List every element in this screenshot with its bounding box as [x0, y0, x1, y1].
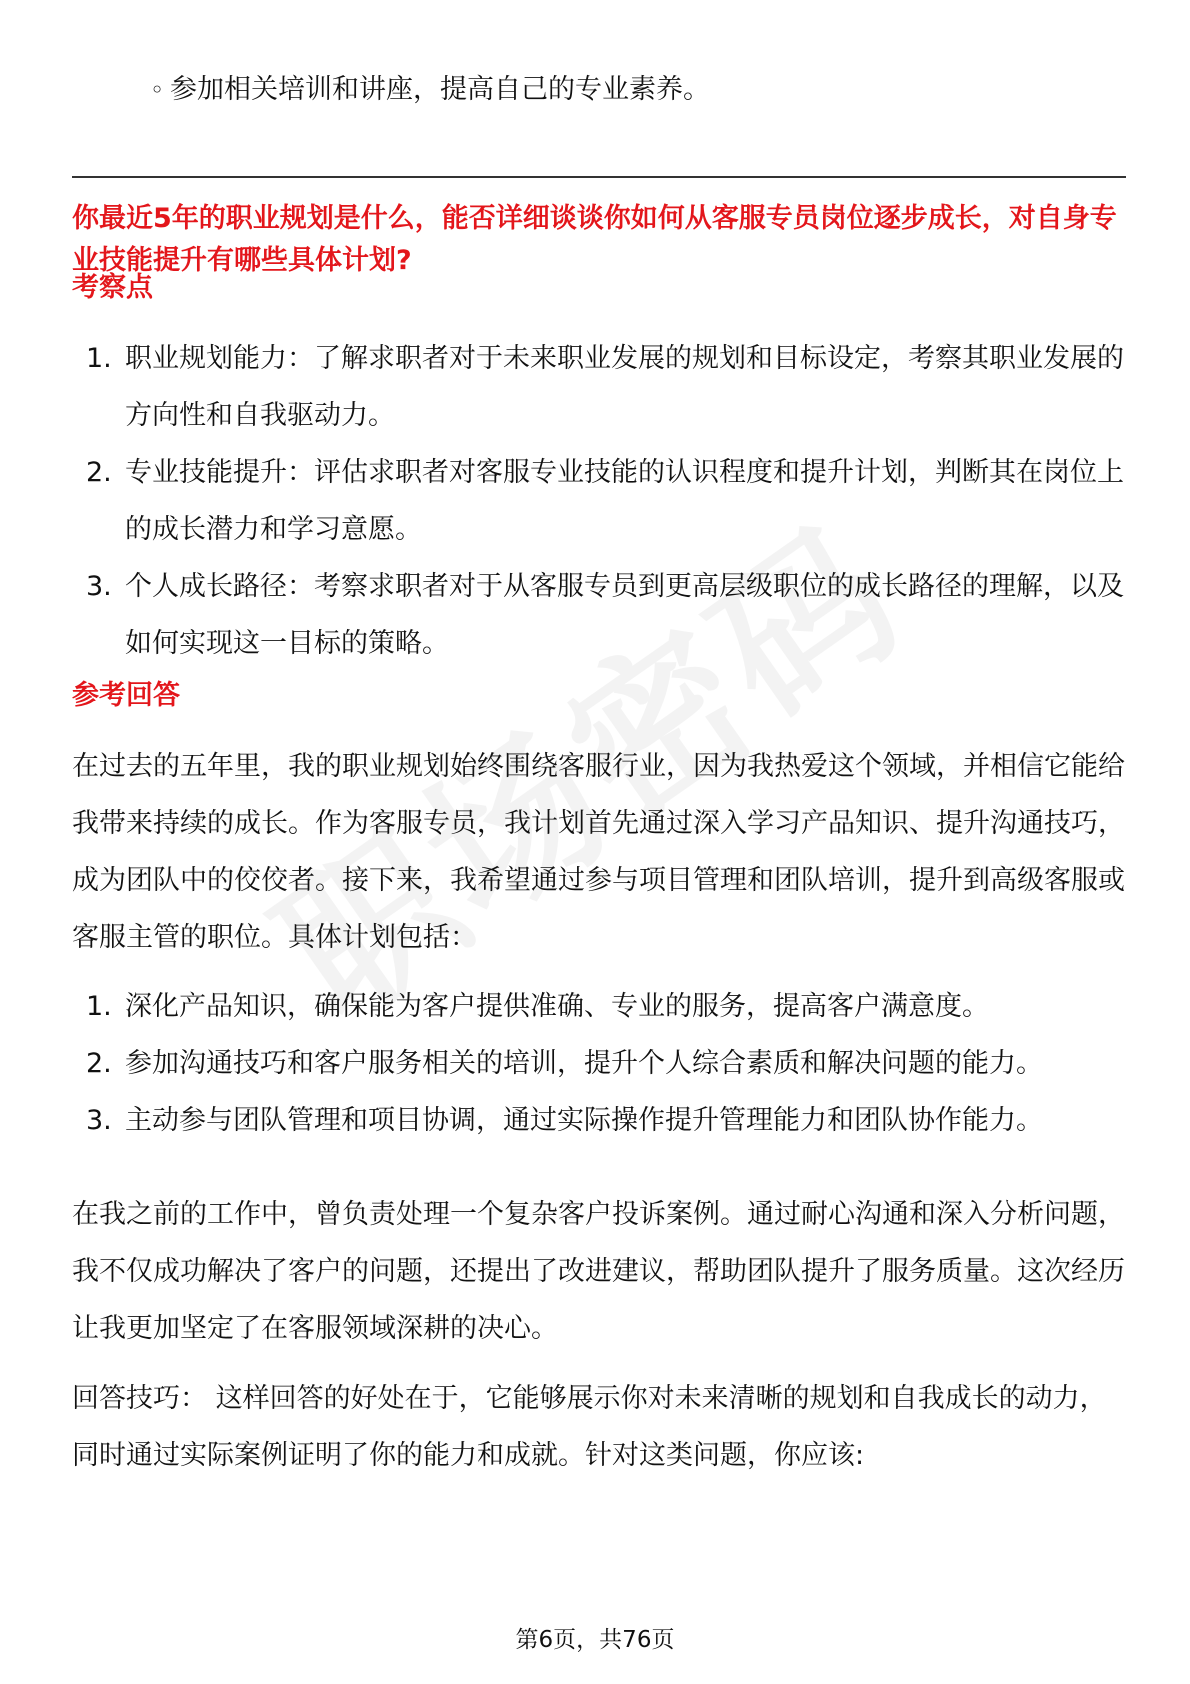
- list-number: 1.: [86, 343, 112, 374]
- experience-paragraph: 在我之前的工作中，曾负责处理一个复杂客户投诉案例。通过耐心沟通和深入分析问题，我不仅成功解决了客户的问题，还提出了改进建议，帮助团队提升了服务质量。这次经历让我更加坚定了在客服领域深耕的决心。: [72, 1199, 1125, 1344]
- question-title: 你最近5年的职业规划是什么，能否详细谈谈你如何从客服专员岗位逐步成长，对自身专业技能提升有哪些具体计划?: [72, 203, 1117, 276]
- list-number: 3.: [86, 1105, 112, 1136]
- section-divider: [72, 176, 1126, 178]
- top-bullet-text: 参加相关培训和讲座，提高自己的专业素养。: [170, 74, 710, 105]
- assessment-item: [72, 330, 1132, 444]
- list-number: 2.: [86, 1048, 112, 1079]
- assessment-heading: 考察点: [72, 272, 153, 303]
- assessment-item-text: 职业规划能力：了解求职者对于未来职业发展的规划和目标设定，考察其职业发展的方向性和自我驱动力。: [125, 343, 1124, 431]
- assessment-item: [72, 558, 1132, 672]
- answer-tips-paragraph: 回答技巧： 这样回答的好处在于，它能够展示你对未来清晰的规划和自我成长的动力，同时通过实际案例证明了你的能力和成就。针对这类问题，你应该:: [72, 1383, 1107, 1471]
- reference-answer-heading: 参考回答: [72, 680, 180, 711]
- answer-intro-paragraph: 在过去的五年里，我的职业规划始终围绕客服行业，因为我热爱这个领域，并相信它能给我带来持续的成长。作为客服专员，我计划首先通过深入学习产品知识、提升沟通技巧，成为团队中的佼佼者。接下来，我希望通过参与项目管理和团队培训，提升到高级客服或客服主管的职位。具体计划包括：: [72, 751, 1125, 953]
- assessment-list: [72, 330, 1132, 672]
- assessment-item-text: 个人成长路径：考察求职者对于从客服专员到更高层级职位的成长路径的理解，以及如何实现这一目标的策略。: [125, 571, 1124, 659]
- hollow-bullet-icon: ◦: [150, 76, 165, 104]
- list-number: 1.: [86, 991, 112, 1022]
- top-bullet-item: [150, 72, 710, 108]
- assessment-item-text: 专业技能提升：评估求职者对客服专业技能的认识程度和提升计划，判断其在岗位上的成长潜力和学习意愿。: [125, 457, 1124, 545]
- plan-list: [72, 978, 1132, 1149]
- list-number: 3.: [86, 571, 112, 602]
- assessment-item: [72, 444, 1132, 558]
- page-number-footer: 第6页，共76页: [515, 1627, 675, 1653]
- plan-item-text: 主动参与团队管理和项目协调，通过实际操作提升管理能力和团队协作能力。: [125, 1105, 1043, 1136]
- plan-item: [72, 1035, 1132, 1092]
- list-number: 2.: [86, 457, 112, 488]
- plan-item: [72, 978, 1132, 1035]
- plan-item-text: 深化产品知识，确保能为客户提供准确、专业的服务，提高客户满意度。: [125, 991, 989, 1022]
- plan-item: [72, 1092, 1132, 1149]
- plan-item-text: 参加沟通技巧和客户服务相关的培训，提升个人综合素质和解决问题的能力。: [125, 1048, 1043, 1079]
